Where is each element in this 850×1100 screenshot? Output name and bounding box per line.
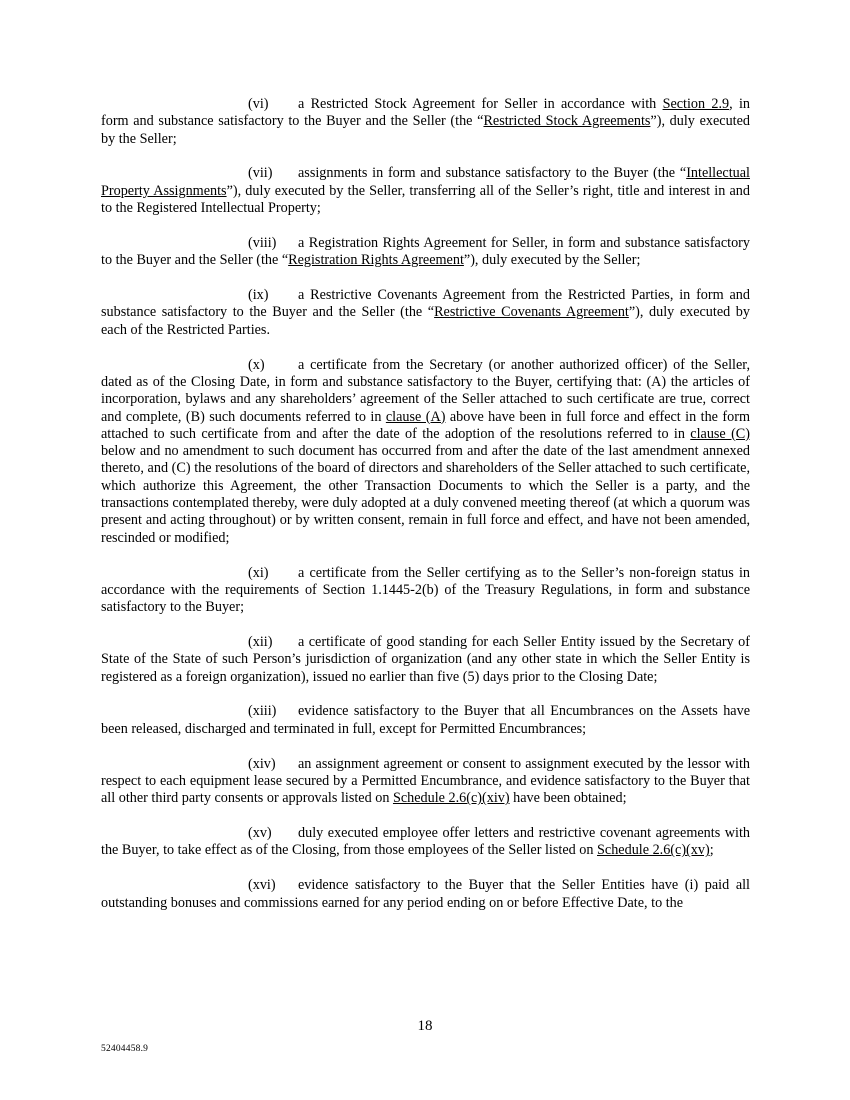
clause-text: a certificate from the Secretary (or another authorized officer) of the Seller, dated as of the Closing Date, in form and substance satisfactory to the Buyer, certifying that: (A) the articles of incorporation, bylaws and any shareholders’ agreement of the Seller attached to such certificate are true, correct and complete, (B) such documents referred to in xyxy=(101,356,750,425)
clause-number: (vii) xyxy=(248,165,273,182)
clause-text: a Restrictive Covenants Agreement from the Restricted Parties, in form and substance satisfactory to the Buyer and the Seller (the “ xyxy=(101,287,750,321)
defined-term-reference: Schedule 2.6(c)(xv) xyxy=(597,842,710,859)
clause-text: a Restricted Stock Agreement for Seller in accordance with xyxy=(298,96,663,112)
clause-paragraph xyxy=(101,877,750,912)
defined-term-reference: Section 2.9 xyxy=(662,96,730,112)
clause-number: (x) xyxy=(248,356,265,373)
clause-paragraph xyxy=(101,634,750,686)
clause-number: (xvi) xyxy=(248,877,276,894)
clause-text: a certificate of good standing for each Seller Entity issued by the Secretary of State of the State of such Person’s jurisdiction of organization (and any other state in which the Seller Entity is registered as a foreign organization), issued no earlier than five (5) days prior to the Closing Date; xyxy=(101,633,750,685)
clause-text: a Registration Rights Agreement for Seller, in form and substance satisfactory to the Buyer and the Seller (the “ xyxy=(101,234,750,269)
clause-text: a certificate from the Seller certifying as to the Seller’s non-foreign status in accordance with the requirements of Section 1.1445-2(b) of the Treasury Regulations, in form and substance satisfactory to the Buyer; xyxy=(101,564,750,616)
defined-term-reference: Restrictive Covenants Agreement xyxy=(434,304,629,321)
clause-number: (xi) xyxy=(248,564,269,581)
clause-paragraph xyxy=(101,756,750,808)
document-body xyxy=(101,96,750,930)
clause-number: (ix) xyxy=(248,287,269,304)
clause-text: , in form and substance satisfactory to the Buyer and the Seller (the “ xyxy=(101,96,751,130)
clause-text: evidence satisfactory to the Buyer that the Seller Entities have (i) paid all outstanding bonuses and commissions earned for any period ending on or before Effective Date, to the xyxy=(101,877,750,911)
clause-number: (xiii) xyxy=(248,703,277,720)
defined-term-reference: clause (A) xyxy=(385,408,446,425)
clause-text: ”), duly executed by each of the Restricted Parties. xyxy=(101,304,750,338)
clause-paragraph xyxy=(101,96,750,148)
clause-text: ; xyxy=(709,842,714,859)
defined-term-reference: clause (C) xyxy=(690,425,750,442)
clause-text: above have been in full force and effect in the form attached to such certificate from and after the date of the adoption of the resolutions referred to in xyxy=(101,408,750,442)
clause-paragraph xyxy=(101,235,750,270)
clause-text: have been obtained; xyxy=(509,790,627,807)
clause-paragraph xyxy=(101,565,750,617)
clause-paragraph xyxy=(101,825,750,860)
clause-text: ”), duly executed by the Seller, transferring all of the Seller’s right, title and interest in and to the Registered Intellectual Property; xyxy=(101,182,750,217)
clause-text: evidence satisfactory to the Buyer that all Encumbrances on the Assets have been released, discharged and terminated in full, except for Permitted Encumbrances; xyxy=(101,703,750,737)
clause-text: ”), duly executed by the Seller; xyxy=(101,113,750,147)
clause-number: (xiv) xyxy=(248,755,276,772)
defined-term-reference: Intellectual Property Assignments xyxy=(101,165,750,199)
document-id: 52404458.9 xyxy=(101,1044,149,1054)
defined-term-reference: Registration Rights Agreement xyxy=(288,252,464,269)
clause-number: (xii) xyxy=(248,633,273,650)
clause-text: duly executed employee offer letters and restrictive covenant agreements with the Buyer, to take effect as of the Closing, from those employees of the Seller listed on xyxy=(101,825,750,859)
clause-text: an assignment agreement or consent to assignment executed by the lessor with respect to each equipment lease secured by a Permitted Encumbrance, and evidence satisfactory to the Buyer that all other third party consents or approvals listed on xyxy=(101,755,750,807)
clause-paragraph xyxy=(101,287,750,339)
clause-paragraph xyxy=(101,165,750,217)
defined-term-reference: Schedule 2.6(c)(xiv) xyxy=(392,790,510,807)
clause-paragraph xyxy=(101,703,750,738)
clause-paragraph xyxy=(101,357,750,547)
clause-number: (xv) xyxy=(248,825,272,842)
clause-text: below and no amendment to such document has occurred from and after the date of the last amendment annexed thereto, and (C) the resolutions of the board of directors and shareholders of the Seller attached to such certificate, which authorize this Agreement, the other Transaction Documents to which the Seller is a party, and the transactions contemplated thereby, were duly adopted at a duly convened meeting thereof (at which a quorum was present and acting throughout) or by written consent, remain in full force and effect, and have not been amended, rescinded or modified; xyxy=(101,443,750,546)
clause-number: (vi) xyxy=(248,96,269,112)
page-number: 18 xyxy=(417,1018,433,1034)
defined-term-reference: Restricted Stock Agreements xyxy=(483,113,651,130)
clause-text: ”), duly executed by the Seller; xyxy=(463,252,641,269)
clause-number: (viii) xyxy=(248,234,277,251)
clause-text: assignments in form and substance satisfactory to the Buyer (the “ xyxy=(298,165,687,182)
